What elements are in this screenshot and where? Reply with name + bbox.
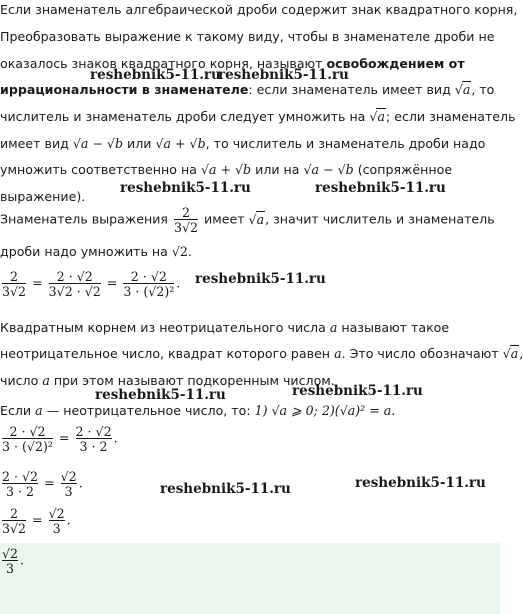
- text-line: иррациональности в знаменателе: если знаменатель имеет вид √a, то: [0, 82, 495, 97]
- math-conditions: 1) √a ⩾ 0; 2)(√a)² = a.: [254, 403, 396, 418]
- text-line: числитель и знаменатель дроби следует умножить на √a; если знаменатель: [0, 109, 516, 124]
- watermark: reshebnik5-11.ru: [160, 481, 291, 497]
- watermark: reshebnik5-11.ru: [218, 67, 349, 83]
- text-line: Если знаменатель алгебраической дроби содержит знак квадратного корня,: [0, 2, 518, 17]
- answer-highlight: [0, 543, 500, 614]
- watermark: reshebnik5-11.ru: [355, 475, 486, 491]
- text-line: Квадратным корнем из неотрицательного числа a называют такое: [0, 320, 450, 335]
- text-line: Преобразовать выражение к такому виду, чтобы в знаменателе дроби не: [0, 29, 495, 44]
- watermark: reshebnik5-11.ru: [292, 383, 423, 399]
- watermark: reshebnik5-11.ru: [95, 387, 226, 403]
- math-sqrt-a-minus-sqrt-b: √a − √b: [72, 136, 124, 151]
- text-line: имеет вид √a − √b или √a + √b, то числитель и знаменатель дроби надо: [0, 136, 486, 151]
- text-line: выражение).: [0, 189, 86, 204]
- answer-line: $\frac{√2}{3}$ .: [2, 546, 25, 576]
- math-sqrt-a: √a: [454, 82, 471, 97]
- watermark: reshebnik5-11.ru: [315, 180, 446, 196]
- answer-fraction: $\frac{√2}{3}$: [2, 546, 19, 576]
- math-sqrt-a: √a: [369, 109, 385, 124]
- text-line: умножить соответственно на √a + √b или на √a − √b (сопряжённое: [0, 162, 453, 177]
- text-line: число a при этом называют подкоренным числом.: [0, 373, 335, 388]
- math-sqrt-a-plus-sqrt-b: √a + √b: [155, 136, 206, 151]
- text-line: дроби надо умножить на √2.: [0, 244, 192, 259]
- text-line: Знаменатель выражения $\frac{2}{3√2}$ имеет √a, значит числитель и знаменатель: [0, 205, 495, 235]
- text-line: Если a — неотрицательное число, то: 1) √a ⩾ 0; 2)(√a)² = a.: [0, 403, 396, 418]
- equation-line: $\frac{2}{3√2}$ = $\frac{√2}{3}$ .: [2, 506, 71, 536]
- watermark: reshebnik5-11.ru: [90, 67, 221, 83]
- equation-line: $\frac{2 \cdot √2}{3 \cdot 2}$ = $\frac{√2}{3}$ .: [2, 469, 83, 499]
- text-line: неотрицательное число, квадрат которого равен a. Это число обозначают √a,: [0, 346, 523, 361]
- math-fraction: $\frac{2}{3√2}$: [173, 205, 199, 235]
- text-line: оказалось знаков квадратного корня, называют освобождением от: [0, 56, 465, 71]
- equation-line: $\frac{2 \cdot √2}{\text{3 · (√2)²}}$ = $\frac{2 \cdot √2}{3 \cdot 2}$ .: [2, 424, 118, 454]
- equation-line: $\frac{2}{3√2}$ = $\frac{2 \cdot √2}{3√2 \cdot √2}$ = $\frac{2 \cdot √2}{\text{3 · (√2)²}}$ .: [2, 269, 181, 299]
- watermark: reshebnik5-11.ru: [195, 271, 326, 287]
- watermark: reshebnik5-11.ru: [120, 180, 251, 196]
